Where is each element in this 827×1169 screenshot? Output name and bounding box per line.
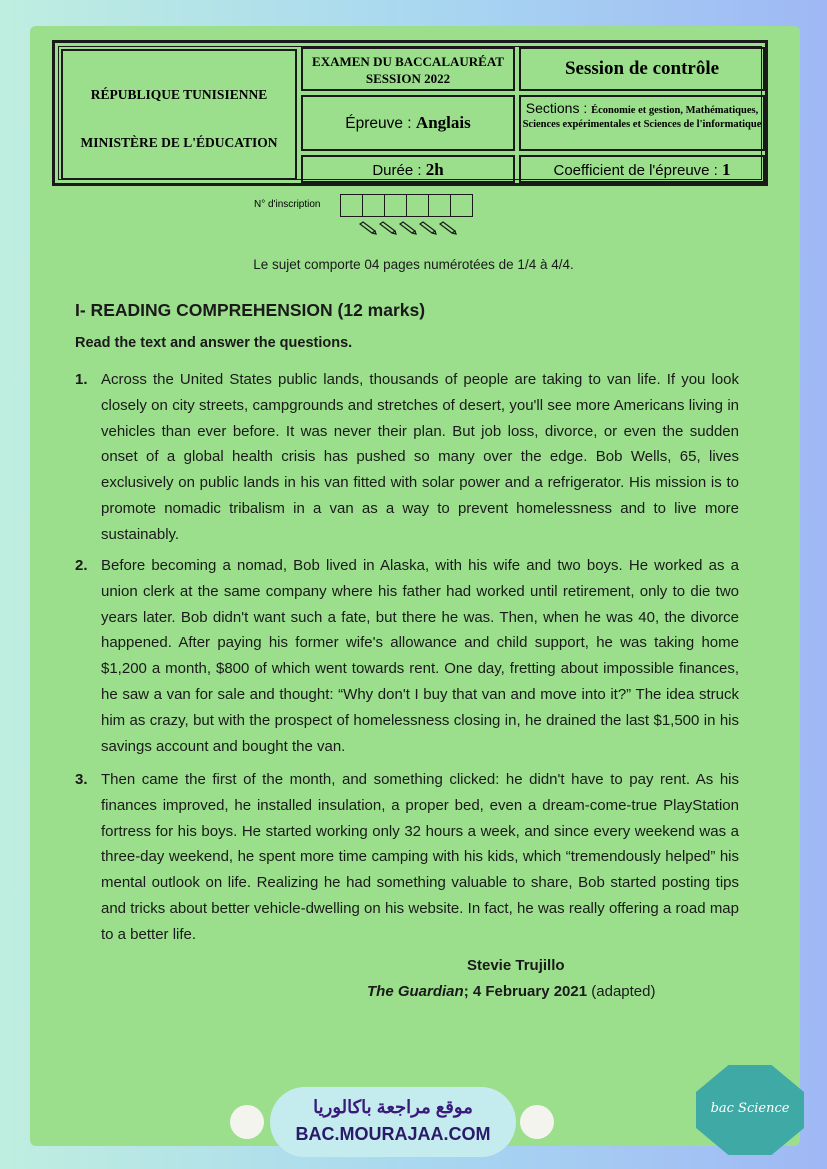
exam-title-line1: EXAMEN DU BACCALAURÉAT — [312, 54, 504, 69]
paragraph-1 — [75, 367, 739, 548]
source-title: The Guardian — [367, 983, 464, 1000]
inscription-box — [451, 195, 472, 216]
site-logo-icon — [520, 1105, 554, 1139]
instruction: Read the text and answer the questions. — [75, 335, 353, 351]
paragraph-2 — [75, 553, 739, 759]
inscription-box — [363, 195, 385, 216]
coefficient-value: 1 — [722, 160, 731, 179]
ministry-block — [61, 49, 297, 180]
paragraph-number: 3. — [75, 771, 88, 788]
footer-url-link[interactable]: BAC.MOURAJAA.COM — [295, 1124, 491, 1144]
inscription-box — [429, 195, 451, 216]
site-logo-icon — [230, 1105, 264, 1139]
inscription-box — [407, 195, 429, 216]
bac-science-label: bac Science — [710, 1101, 790, 1116]
duree-field — [301, 155, 515, 183]
source-date: ; 4 February 2021 — [463, 983, 588, 1000]
ministry-name: MINISTÈRE DE L'ÉDUCATION — [80, 135, 278, 150]
duree-label: Durée : — [372, 162, 426, 179]
paragraph-text: Before becoming a nomad, Bob lived in Alaska, with his wife and two boys. He worked as a union clerk at the same company where his father had worked until retirement, only to die two years later. Bob didn't want such a fate, but there he was. Then, when he was 40, the divorce happened. After paying his former wife's allowance and child support, he was taking home $1,200 a month, $800 of which went towards rent. One day, fretting about impossible finances, he saw a van for sale and thought: “Why don't I buy that van and move into it?” The idea struck him as crazy, but with the prospect of homelessness closing in, he drained the last $1,500 in his savings account and bought the van. — [101, 557, 739, 755]
inscription-label: N° d'inscription — [254, 199, 321, 210]
sections-label: Sections : — [525, 100, 592, 116]
exam-title — [301, 47, 515, 91]
coefficient-label: Coefficient de l'épreuve : — [553, 162, 723, 179]
sections-field — [519, 95, 765, 151]
epreuve-value: Anglais — [415, 113, 471, 132]
exam-title-line2: SESSION 2022 — [365, 71, 451, 86]
sections-value: Économie et gestion, Mathématiques, Sciences expérimentales et Sciences de l'informatique — [522, 105, 762, 130]
country-name: RÉPUBLIQUE TUNISIENNE — [90, 87, 268, 102]
paragraph-text: Across the United States public lands, thousands of people are taking to van life. If you look closely on city streets, campgrounds and stretches of desert, you'll see more Americans living in vehicles than ever before. It was never their plan. But job loss, divorce, or even the sudden onset of a global health crisis has pushed so many over the edge. Bob Wells, 65, lives exclusively on public lands in his van fitted with solar power and a refrigerator. His mission is to promote nomadic tribalism in a van as a way to prevent homelessness and to live more sustainably. — [101, 371, 739, 543]
source-line — [367, 983, 655, 1000]
paragraph-3 — [75, 767, 739, 948]
paragraph-number: 1. — [75, 371, 88, 388]
coefficient-field — [519, 155, 765, 183]
inscription-boxes — [340, 194, 473, 217]
source-note: (adapted) — [587, 983, 656, 1000]
page-count-note: Le sujet comporte 04 pages numérotées de 1/4 à 4/4. — [253, 257, 574, 272]
inscription-box — [385, 195, 407, 216]
paragraph-number: 2. — [75, 557, 88, 574]
inscription-box — [341, 195, 363, 216]
section-title: I- READING COMPREHENSION (12 marks) — [75, 300, 426, 320]
exam-header — [52, 40, 768, 186]
pencil-icons — [358, 220, 458, 236]
paragraph-text: Then came the first of the month, and something clicked: he didn't have to pay rent. As his finances improved, he installed insulation, a proper bed, even a dream-come-true PlayStation fortress for his boys. He started working only 32 hours a week, and since every weekend was a three-day weekend, he spent more time camping with his kids, which “tremendously helped” his mental outlook on life. Realizing he had something valuable to share, Bob started posting tips and tricks about better vehicle-dwelling on his website. In fact, he was really offering a road map to a better life. — [101, 771, 739, 943]
pencil-icon — [358, 220, 458, 236]
epreuve-label: Épreuve : — [345, 115, 416, 132]
duree-value: 2h — [425, 160, 444, 179]
footer-arabic-title: موقع مراجعة باكالوريا — [313, 1097, 473, 1117]
epreuve-field — [301, 95, 515, 151]
author-name: Stevie Trujillo — [467, 957, 565, 974]
session-title: Session de contrôle — [519, 47, 765, 91]
